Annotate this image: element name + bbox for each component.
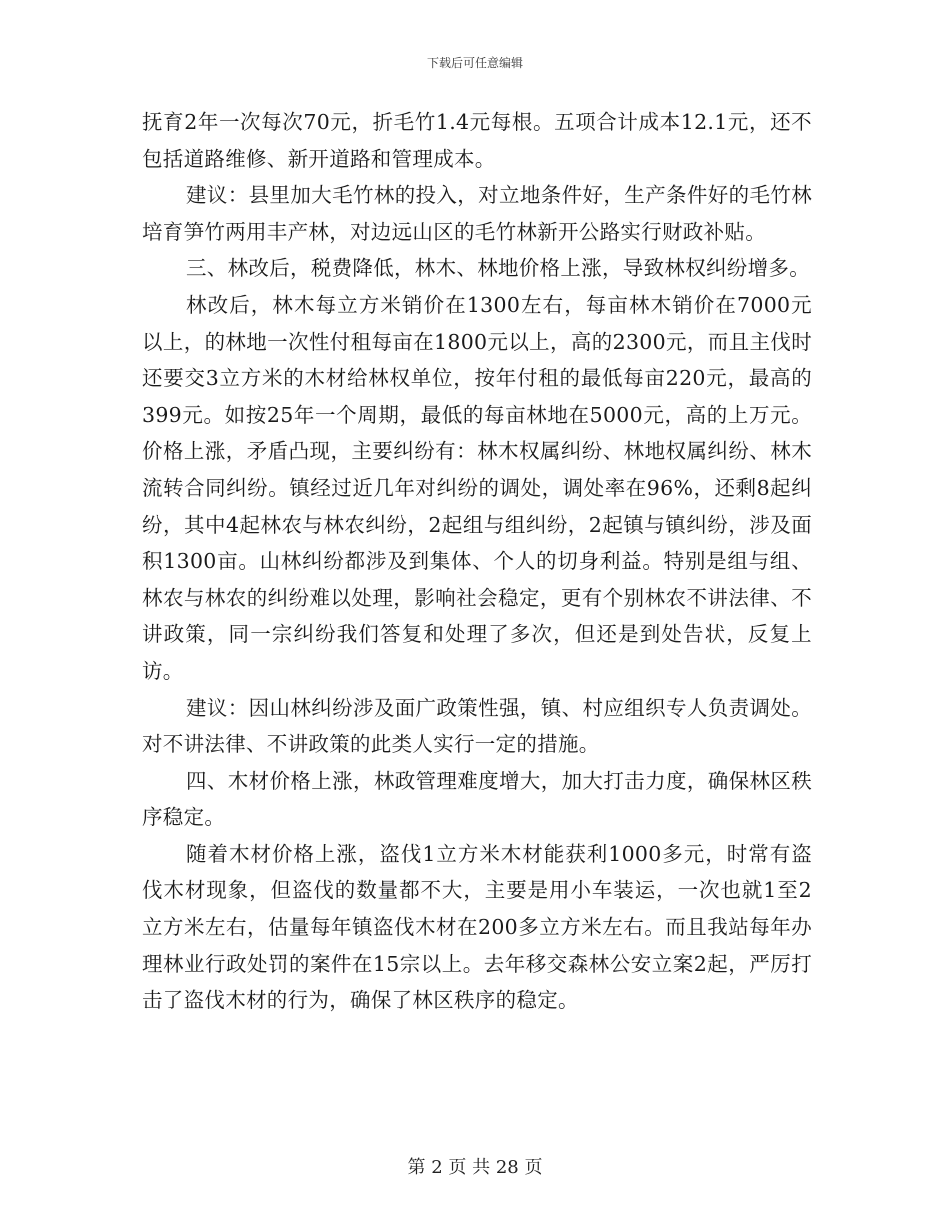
page-number-footer: 第 2 页 共 28 页 (407, 1157, 543, 1178)
paragraph-6-heading: 四、木材价格上涨，林政管理难度增大，加大打击力度，确保林区秩序稳定。 (142, 768, 812, 830)
paragraph-2: 建议：县里加大毛竹林的投入，对立地条件好，生产条件好的毛竹林培育笋竹两用丰产林，对边远山区的毛竹林新开公路实行财政补贴。 (142, 183, 812, 244)
document-body (142, 104, 812, 1019)
paragraph-5: 建议：因山林纠纷涉及面广政策性强，镇、村应组织专人负责调处。对不讲法律、不讲政策的此类人实行一定的措施。 (142, 695, 812, 757)
paragraph-1: 抚育2年一次每次70元，折毛竹1.4元每根。五项合计成本12.1元，还不包括道路维修、新开道路和管理成本。 (142, 110, 812, 171)
paragraph-3-heading: 三、林改后，税费降低，林木、林地价格上涨，导致林权纠纷增多。 (186, 256, 810, 281)
header-note: 下载后可任意编辑 (426, 56, 523, 70)
paragraph-4: 林改后，林木每立方米销价在1300左右，每亩林木销价在7000元以上，的林地一次性付租每亩在1800元以上，高的2300元，而且主伐时还要交3立方米的木材给林权单位，按年付租的最低每亩220元，最高的399元。如按25年一个周期，最低的每亩林地在5000元，高的上万元。价格上涨，矛盾凸现，主要纠纷有：林木权属纠纷、林地权属纠纷、林木流转合同纠纷。镇经过近几年对纠纷的调处，调处率在96%，还剩8起纠纷，其中4起林农与林农纠纷，2起组与组纠纷，2起镇与镇纠纷，涉及面积1300亩。山林纠纷都涉及到集体、个人的切身利益。特别是组与组、林农与林农的纠纷难以处理，影响社会稳定，更有个别林农不讲法律、不讲政策，同一宗纠纷我们答复和处理了多次，但还是到处告状，反复上访。 (142, 292, 812, 683)
paragraph-7: 随着木材价格上涨，盗伐1立方米木材能获利1000多元，时常有盗伐木材现象，但盗伐的数量都不大，主要是用小车装运，一次也就1至2立方米左右，估量每年镇盗伐木材在200多立方米左右。而且我站每年办理林业行政处罚的案件在15宗以上。去年移交森林公安立案2起，严厉打击了盗伐木材的行为，确保了林区秩序的稳定。 (142, 841, 812, 1013)
